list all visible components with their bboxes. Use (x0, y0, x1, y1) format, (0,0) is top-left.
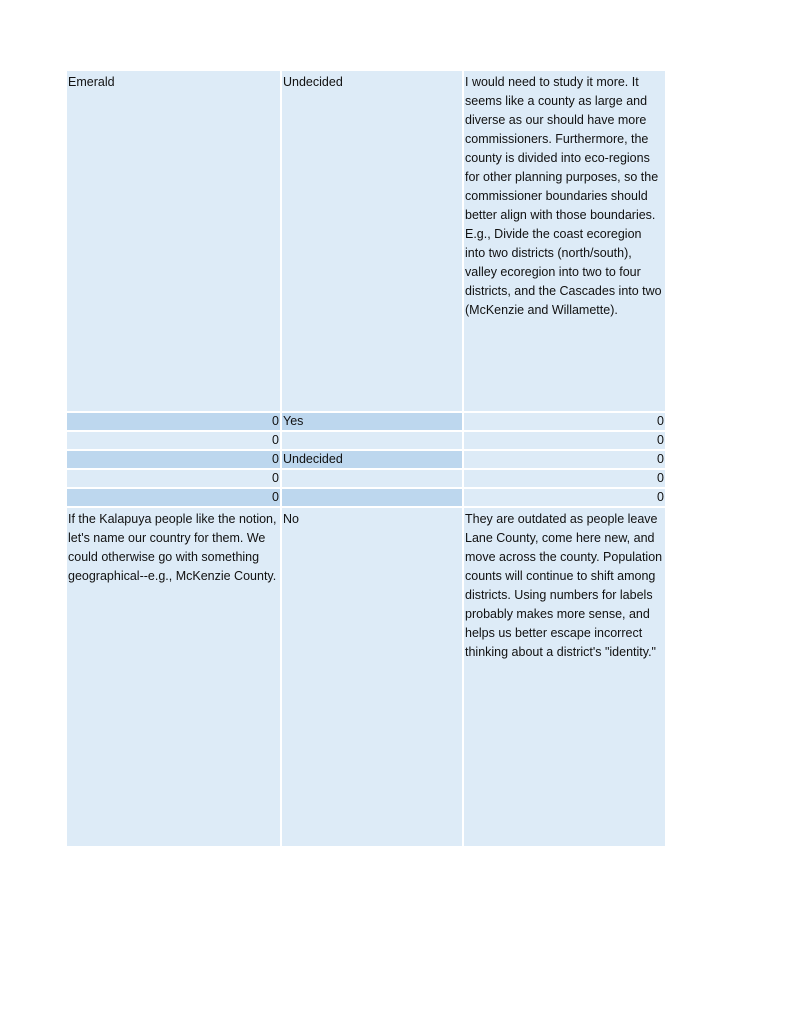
response-answer-cell: No (282, 508, 462, 846)
response-answer-cell: Undecided (282, 451, 462, 468)
response-answer-cell (282, 489, 462, 506)
response-name-cell: If the Kalapuya people like the notion, let's name our country for them. We could otherwise go with something geographical--e.g., McKenzie County. (67, 508, 280, 846)
response-comment-cell: 0 (464, 489, 665, 506)
response-comment-cell: I would need to study it more. It seems like a county as large and diverse as our should have more commissioners. Furthermore, the county is divided into eco-regions for other planning purposes, so the commissioner boundaries should better align with those boundaries. E.g., Divide the coast ecoregion into two districts (north/south), valley ecoregion into two to four districts, and the Cascades into two (McKenzie and Willamette). (464, 71, 665, 411)
response-comment-cell: 0 (464, 413, 665, 430)
table-row (67, 71, 665, 411)
response-comment-cell: 0 (464, 470, 665, 487)
table-row (67, 432, 665, 449)
response-comment-cell: 0 (464, 432, 665, 449)
table-row (67, 413, 665, 430)
table-row (67, 508, 665, 846)
response-name-cell: 0 (67, 413, 280, 430)
response-comment-cell: 0 (464, 451, 665, 468)
survey-response-table (67, 71, 665, 848)
response-answer-cell: Undecided (282, 71, 462, 411)
table-row (67, 489, 665, 506)
response-name-cell: 0 (67, 470, 280, 487)
table-row (67, 451, 665, 468)
response-name-cell: 0 (67, 432, 280, 449)
response-answer-cell: Yes (282, 413, 462, 430)
table-row (67, 470, 665, 487)
response-name-cell: 0 (67, 489, 280, 506)
response-name-cell: 0 (67, 451, 280, 468)
response-answer-cell (282, 432, 462, 449)
response-comment-cell: They are outdated as people leave Lane County, come here new, and move across the county. Population counts will continue to shift among districts. Using numbers for labels probably makes more sense, and helps us better escape incorrect thinking about a district's "identity." (464, 508, 665, 846)
response-name-cell: Emerald (67, 71, 280, 411)
response-answer-cell (282, 470, 462, 487)
